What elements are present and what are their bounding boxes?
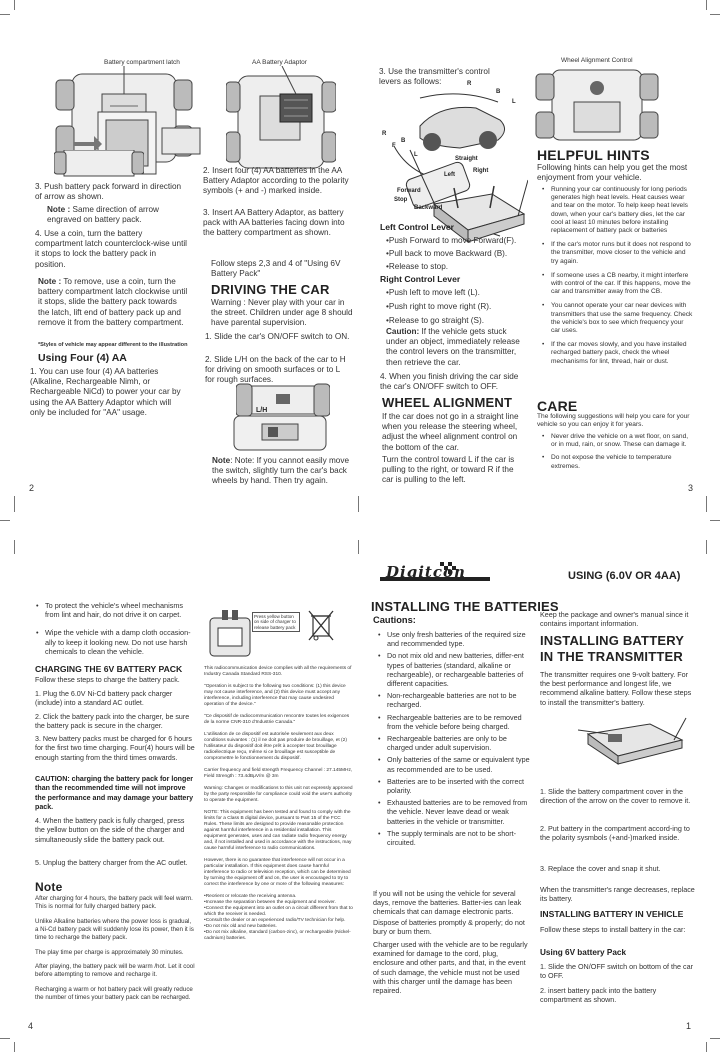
note-item: After charging for 4 hours, the battery pack will feel warm. This is normal for fully charged battery pack.: [35, 895, 193, 910]
diagram-label-b: B: [496, 89, 501, 95]
digitcon-logo: [380, 562, 490, 584]
left-lever-item: •Release to stop.: [386, 262, 449, 272]
step3-note: Note : Same direction of arrow engraved on battery pack.: [47, 205, 159, 225]
crop-mark: [710, 520, 720, 521]
follow-steps: Follow steps 2,3 and 4 of "Using 6V Battery Pack": [211, 259, 341, 279]
diagram-label-l2: L: [414, 152, 418, 158]
note-item: After playing, the battery pack will be warm /hot. Let it cool before attempting to remove and recharge it.: [35, 963, 195, 979]
charge-caution: CAUTION: charging the battery pack for longer than the recommended time will not improve the performance and may damage your battery pack.: [35, 775, 194, 811]
charge-step5: 5. Unplug the battery charger from the AC outlet.: [35, 859, 188, 867]
hint-item: • If the car moves slowly, and you have installed recharged battery pack, check the wheel mechanisms for lint, thread, hair or dust.: [551, 341, 694, 366]
vehicle-subheading: Using 6V battery Pack: [540, 948, 627, 957]
vehicle-step2: 2. insert battery pack into the battery compartment as shown.: [540, 986, 657, 1005]
tx-step1: 1. Slide the battery compartment cover in the direction of the arrow on the cover to remove it.: [540, 787, 691, 806]
charge-step4: 4. When the battery pack is fully charged, press the yellow button on the side of the charger and simultaneously slide the battery pack out.: [35, 817, 185, 844]
hint-item: • You cannot operate your car near devices with transmitters that use the same frequency. Check the vehicle's box to see which frequency your car uses.: [551, 302, 694, 335]
protect-bullet: • To protect the vehicle's wheel mechanisms from lint and hair, do not drive it on carpet.: [45, 601, 195, 619]
vehicle-battery-heading: INSTALLING BATTERY IN VEHICLE: [540, 909, 684, 919]
reg-paragraph: However, there is no guarantee that interference will not occur in a particular installation. If this equipment does cause harmful interference to radio or television reception, which can be determined by turning the equipment off and on, the user is encouraged to try to correct the interference by one or more of the following measures:: [204, 858, 351, 887]
charging-heading: CHARGING THE 6V BATTERY PACK: [35, 664, 183, 674]
page-number-4: 4: [28, 1021, 34, 1031]
remove-note: Note : To remove, use a coin, turn the battery compartment latch clockwise until it stops, slide the battery pack towards the latch, lift end of battery pack up and remove it from the battery compartment.: [38, 277, 188, 327]
reg-paragraph: Carrier frequency and field strength Frequency Channel : 27.145MHz, Field Strength : 73.4dBμV/m @ 3m: [204, 768, 353, 779]
label-forward: Forward: [397, 188, 421, 194]
charger-illustration: [204, 608, 256, 660]
installing-heading: INSTALLING THE BATTERIES: [371, 599, 559, 614]
crop-mark: [14, 540, 15, 554]
crop-mark: [358, 540, 359, 554]
right-lever-item: •Release to go straight (S).: [386, 316, 484, 326]
reg-measure: •Do not mix old and new batteries.: [204, 924, 277, 929]
dispose-para: Dispose of batteries promptly & properly; do not bury or burn them.: [373, 918, 525, 937]
reg-paragraph: "Ce dispositif de radiocommunication rencontre toutes les exigences de la norme CNR-310 d'Industrie Canada.": [204, 714, 350, 725]
page-number-3: 3: [688, 483, 694, 493]
styles-note: *Styles of vehicle may appear different to the illustration: [38, 342, 188, 348]
right-lever-heading: Right Control Lever: [380, 274, 461, 284]
vehicle-intro: Follow these steps to install battery in the car:: [540, 925, 686, 934]
label-backward: Backward: [414, 205, 443, 211]
tx-step3: 3. Replace the cover and snap it shut.: [540, 864, 661, 873]
crop-mark: [706, 0, 707, 10]
diagram-label-r2: R: [382, 131, 387, 137]
driving-heading: DRIVING THE CAR: [211, 282, 330, 297]
reg-measure: •Connect the equipment into an outlet on a circuit different from that to which the receiver is needed.: [204, 906, 353, 917]
drive-note-text: Note: If you cannot easily move the switch, slightly turn the car's back wheels by hand. Then try again.: [212, 456, 349, 486]
diagram-label-b2: B: [401, 138, 406, 144]
wheel-alignment-illustration: [532, 66, 662, 144]
step3-text: 3. Push battery pack forward in direction of arrow as shown.: [35, 182, 182, 202]
vehicle-step1: 1. Slide the ON/OFF switch on bottom of the car to OFF.: [540, 962, 693, 981]
charge-step3: 3. New battery packs must be charged for 6 hours for the first two time charging. Four(4) hours will be enough starting from the third times onwards.: [35, 735, 195, 762]
diagram-label-l: L: [512, 99, 516, 105]
charge-step1: 1. Plug the 6.0V Ni-Cd battery pack charger (include) into a standard AC outlet.: [35, 690, 173, 708]
adaptor-step3: 3. Insert AA Battery Adaptor, as battery pack with AA batteries facing down into the battery compartment as shown.: [203, 208, 345, 238]
notes-block: [35, 895, 195, 1002]
wheel-alignment-heading: WHEEL ALIGNMENT: [382, 395, 513, 410]
adaptor-step2: 2. Insert four (4) AA batteries in the AA Battery Adaptor according to the polarity symbols (+ and -) marked inside.: [203, 166, 349, 196]
wheel-alignment-p2: Turn the control toward L if the car is pulling to the right, or toward R if the car is pulling to the left.: [382, 455, 515, 485]
note-heading: Note: [35, 880, 63, 894]
caution-item: • Non-rechargeable batteries are not to be recharged.: [387, 691, 530, 709]
tx-step2: 2. Put battery in the compartment accord-ing to the polarity sysmbols (+and-)marked inside.: [540, 824, 690, 843]
hint-item: • If someone uses a CB nearby, it might interfere with control of the car. If this happens, move the car and transmitter away from the CB.: [551, 272, 694, 297]
helpful-hints-heading: HELPFUL HINTS: [537, 147, 650, 163]
cautions-list: [377, 630, 530, 852]
reg-measure: •Reorient or relocate the receiving antenna.: [204, 894, 297, 899]
left-lever-item: •Pull back to move Backward (B).: [386, 249, 508, 259]
crop-mark: [706, 496, 707, 512]
usage-title: USING (6.0V OR 4AA): [568, 570, 681, 582]
reg-measure: •Consult the dealer or an experienced radio/TV technician for help.: [204, 918, 346, 923]
crop-mark: [0, 520, 10, 521]
note-item: The play time per charge is approximately 30 minutes.: [35, 948, 184, 956]
remove-note-text: To remove, use a coin, turn the battery compartment latch clockwise until it stops, slide the battery pack towards the latch, lift end of battery pack up and remove it from the battery compartment.: [38, 277, 188, 327]
driving-warning: Warning : Never play with your car in the street. Children under age 8 should have parental supervision.: [211, 298, 353, 328]
left-lever-item: •Push Forward to move Forward(F).: [386, 236, 517, 245]
caution-item: • Do not mix old and new batteries, differ-ent types of batteries (standard, alkaline or rechargeable), or rechargeable batteries of different capacities.: [387, 651, 530, 688]
caution-text: Caution: If the vehicle gets stuck under an object, immediately release the control levers on the transmitter, then retrieve the car.: [386, 327, 520, 367]
lh-switch-illustration: [236, 382, 330, 418]
protect-bullet: • Wipe the vehicle with a damp cloth occasion-ally to keep it looking new. Do not use harsh chemicals to clean the vehicle.: [45, 628, 195, 656]
wheel-alignment-p1: If the car does not go in a straight line when you release the steering wheel, adjust the wheel alignment control on the bottom of the car.: [382, 412, 519, 452]
hints-intro: Following hints can help you get the most enjoyment from your vehicle.: [537, 163, 688, 183]
note-item: Recharging a warm or hot battery pack will greatly reduce the number of times your battery pack can be recharged.: [35, 986, 193, 1002]
reg-measure: •Do not mix alkaline, standard (carbon-zinc), or rechargeable (Nickel-cadmium) batteries.: [204, 930, 351, 941]
right-lever-item: •Push left to move left (L).: [386, 288, 480, 297]
caution-item: • Batteries are to be inserted with the correct polarity.: [387, 777, 530, 795]
charger-callout: Press yellow button on side of charger to release battery pack: [252, 612, 300, 632]
tx-intro: The transmitter requires one 9-volt battery. For the best performance and longest life, we recommend alkaline battery. Follow these steps to install the transmitter's battery.: [540, 670, 692, 707]
caution-item: • Only batteries of the same or equivalent type as recommended are to be used.: [387, 755, 530, 773]
adaptor-label: AA Battery Adaptor: [252, 59, 307, 66]
regulatory-text: [204, 666, 354, 942]
page-number-1: 1: [686, 1021, 692, 1031]
crop-mark: [14, 0, 15, 10]
note-item: Unlike Alkaline batteries where the power loss is gradual, a Ni-Cd battery pack will suddenly lose its power, then it is time to recharge the battery pack.: [35, 917, 194, 941]
not-using-para: If you will not be using the vehicle for several days, remove the batteries. Batter-ies can leak chemicals that can damage electronic parts.: [373, 889, 522, 917]
using-aa-heading: Using Four (4) AA: [38, 352, 127, 364]
protect-bullets: [35, 601, 195, 661]
caution-item: • Rechargeable batteries are to be removed from the vehicle before being charged.: [387, 713, 530, 731]
left-lever-list: [386, 236, 521, 273]
crop-mark: [710, 14, 720, 15]
care-item: • Do not expose the vehicle to temperature extremes.: [551, 454, 694, 470]
crop-mark: [14, 496, 15, 512]
using-aa-text: 1. You can use four (4) AA batteries (Alkaline, Rechargeable Nimh, or Rechargeable NiCd) to power your car by using the AA Battery Adaptor which will only be included for "AA" usage.: [30, 367, 181, 417]
care-heading: CARE: [537, 398, 578, 414]
drive-step2: 2. Slide L/H on the back of the car to H for driving on smooth surfaces or to L for rough surfaces.: [205, 355, 346, 385]
charger-para: Charger used with the vehicle are to be regularly examined for damage to the cord, plug, enclosure and other parts, and that, in the event of such damage, the vehicle must not be used with this charger until the damage has been repaired.: [373, 940, 528, 996]
lever-step3: 3. Use the transmitter's control levers as follows:: [379, 67, 490, 87]
care-intro: The following suggestions will help you care for your vehicle so you can enjoy it for years.: [537, 413, 690, 429]
label-right: Right: [473, 168, 489, 174]
caution-body: If the vehicle gets stuck under an object, immediately release the control levers on the transmitter, then retrieve the car.: [386, 327, 520, 367]
step3-note-text: Same direction of arrow engraved on battery pack.: [47, 205, 159, 225]
label-straight: Straight: [455, 156, 478, 162]
crop-mark: [710, 1038, 720, 1039]
lh-switch-detail: [228, 414, 332, 454]
crop-mark: [706, 540, 707, 554]
tx-heading: INSTALLING BATTERY IN THE TRANSMITTER: [540, 633, 684, 664]
wheel-control-label: Wheel Alignment Control: [561, 57, 633, 64]
reg-paragraph: Warning: Changes or modifications to this unit not expressly approved by the party responsible for compliance could void the user's authority to operate the equipment.: [204, 786, 353, 803]
caution-item: • Rechargeable batteries are only to be charged under adult supervision.: [387, 734, 530, 752]
crop-mark: [14, 1042, 15, 1052]
diagram-label-f: F: [392, 143, 396, 149]
charge-step2: 2. Click the battery pack into the charger, be sure the battery pack is secure in the charger.: [35, 713, 190, 731]
diagram-label-r: R: [467, 81, 472, 87]
caution-item: • The supply terminals are not to be short-circuited.: [387, 829, 530, 847]
caution-item: • Use only fresh batteries of the required size and recommended type.: [387, 630, 530, 648]
caution-item: • Exhausted batteries are to be removed from the vehicle. Never leave dead or weak batteries in the vehicle or transmitter.: [387, 798, 530, 826]
lh-label: L/H: [256, 407, 268, 414]
hint-item: • Running your car continuously for long periods generates high heat levels. Heat causes wear and tear on the motor. To help keep heat levels down, when your car's battery dies, let the car cool at least 10 minutes before installing replacement of battery pack or batteries: [551, 186, 694, 235]
charging-intro: Follow these steps to charge the battery pack.: [35, 676, 180, 684]
car-aa-adaptor-illustration: [226, 66, 336, 176]
page-number-2: 2: [29, 483, 35, 493]
hint-item: • If the car's motor runs but it does not respond to the transmitter, move closer to the vehicle and try again.: [551, 241, 694, 266]
cautions-heading: Cautions:: [373, 615, 416, 625]
drive-step1: 1. Slide the car's ON/OFF switch to ON.: [205, 332, 350, 341]
reg-measure: •Increase the separation between the equipment and receiver.: [204, 900, 336, 905]
reg-paragraph: L'utilisation de ce dispositif est autorisée seulement aux deux conditions suivantes : (1) il ne doit pas produire de brouillage, et (2) l'utilisateur du dispositif doit être prêt à accepter tout brouillage radioélectrique reçu, même si ce brouillage est susceptible de compromettre le fonctionnement du dispositif.: [204, 732, 347, 761]
tx-range: When the transmitter's range decreases, replace its battery.: [540, 885, 695, 904]
crop-mark: [358, 496, 359, 512]
right-lever-list: [386, 288, 521, 327]
keep-manual: Keep the package and owner's manual since it contains important information.: [540, 610, 689, 629]
left-lever-heading: Left Control Lever: [380, 222, 455, 232]
label-stop: Stop: [394, 197, 408, 203]
reg-paragraph: NOTE: This equipment has been tested and found to comply with the limits for a Class B digital device, pursuant to Part 15 of the FCC Rules. These limits are designed to provide reasonable protection against harmful interference in a residential installation. This equipment generates, uses and can radiate radio frequency energy and, if not installed and used in accordance with the instructions, may cause harmful interference to radio communications.: [204, 810, 352, 851]
car-bottom-illustration: [54, 150, 144, 180]
logo-text: Digitcon: [386, 563, 466, 581]
latch-label: Battery compartment latch: [104, 59, 180, 66]
right-lever-item: •Push right to move right (R).: [386, 302, 492, 312]
reg-paragraph: "Operation is subject to the following two conditions: (1) this device may not cause interference, and (2) this device must accept any interference, including interference that may cause undesired operation of the device.": [204, 684, 346, 707]
wheelie-bin-icon: [306, 608, 336, 642]
care-list: [541, 433, 694, 476]
crop-mark: [0, 1038, 10, 1039]
step4-text: 4. Use a coin, turn the battery compartment latch counterclock-wise until it stops to lock the battery pack in position.: [35, 229, 187, 269]
lever-step4: 4. When you finish driving the car side the car's ON/OFF switch to OFF.: [380, 372, 519, 392]
reg-measures: [204, 894, 354, 942]
reg-paragraph: This radiocommunication device complies with all the requirements of Industry Canada Standard RSS-310.: [204, 666, 352, 677]
crop-mark: [0, 14, 10, 15]
care-item: • Never drive the vehicle on a wet floor, on sand, or in mud, rain, or snow. These can damage it.: [551, 433, 694, 449]
transmitter-battery-illustration: [578, 716, 688, 766]
crop-mark: [706, 1042, 707, 1052]
hints-list: [541, 186, 694, 371]
label-left: Left: [444, 172, 455, 178]
drive-note: Note: Note: If you cannot easily move the switch, slightly turn the car's back wheels by hand. Then try again.: [212, 456, 349, 486]
